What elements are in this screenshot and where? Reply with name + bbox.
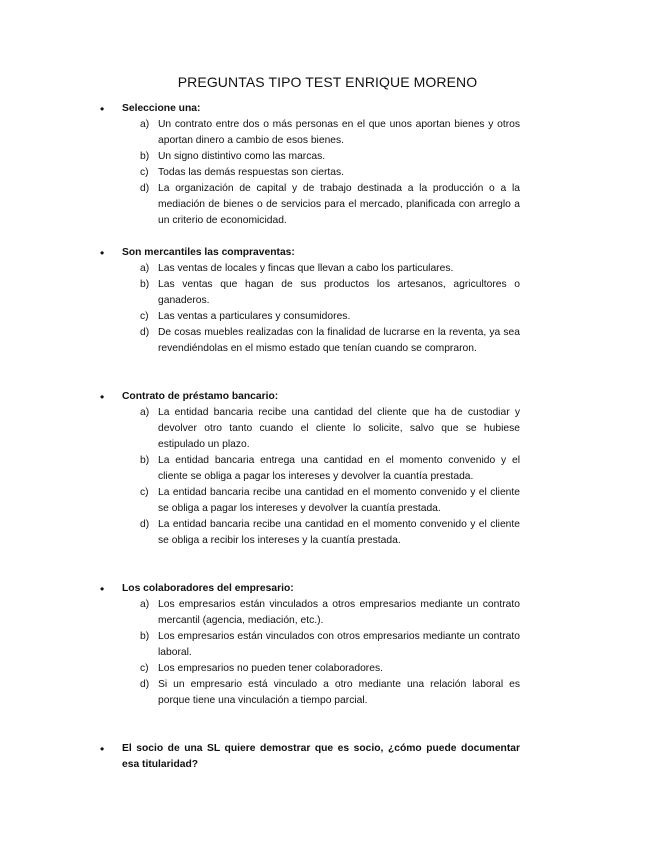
option-d — [100, 325, 520, 357]
option-letter: d) — [140, 679, 150, 690]
options-list — [100, 597, 520, 709]
question-3 — [100, 389, 520, 549]
option-text: Las ventas de locales y fincas que llevan a cabo los particulares. — [158, 263, 454, 274]
option-text: La organización de capital y de trabajo destinada a la producción o a la mediación de bienes o de servicios para el mercado, planificada con arreglo a un criterio de economicidad. — [158, 183, 520, 226]
option-text: Los empresarios están vinculados con otros empresarios mediante un contrato laboral. — [158, 631, 520, 658]
option-a — [100, 405, 520, 453]
option-letter: d) — [140, 519, 150, 530]
option-text: Los empresarios están vinculados a otros empresarios mediante un contrato mercantil (agencia, mediación, etc.). — [158, 599, 520, 626]
option-b — [100, 277, 520, 309]
option-letter: b) — [140, 631, 150, 642]
bullet-icon: • — [100, 102, 105, 116]
option-letter: a) — [140, 263, 150, 274]
option-b — [100, 149, 520, 165]
option-letter: c) — [140, 487, 149, 498]
option-text: Los empresarios no pueden tener colaboradores. — [158, 663, 383, 674]
option-text: Las ventas que hagan de sus productos los artesanos, agricultores o ganaderos. — [158, 279, 520, 306]
bullet-icon: • — [100, 246, 105, 260]
option-text: Un signo distintivo como las marcas. — [158, 151, 326, 162]
question-text: Contrato de préstamo bancario: — [122, 391, 279, 402]
option-letter: d) — [140, 327, 150, 338]
options-list — [100, 405, 520, 549]
question-5 — [100, 741, 520, 773]
option-a — [100, 597, 520, 629]
option-letter: d) — [140, 183, 150, 194]
question-4 — [100, 581, 520, 709]
option-letter: c) — [140, 311, 149, 322]
option-letter: b) — [140, 279, 150, 290]
option-c — [100, 485, 520, 517]
option-letter: a) — [140, 599, 150, 610]
options-list — [100, 117, 520, 229]
option-text: La entidad bancaria recibe una cantidad del cliente que ha de custodiar y devolver otro tanto cuando el cliente lo solicite, salvo que se hubiese estipulado un plazo. — [158, 407, 520, 450]
option-a — [100, 117, 520, 149]
question-heading — [100, 389, 520, 405]
option-c — [100, 165, 520, 181]
option-text: De cosas muebles realizadas con la finalidad de lucrarse en la reventa, ya sea revendiéndolas en el mismo estado que tenían cuando se compraron. — [158, 327, 520, 354]
option-a — [100, 261, 520, 277]
option-letter: c) — [140, 167, 149, 178]
options-list — [100, 261, 520, 357]
option-d — [100, 181, 520, 229]
page-title: PREGUNTAS TIPO TEST ENRIQUE MORENO — [177, 74, 478, 90]
question-heading — [100, 741, 520, 773]
bullet-icon: • — [100, 390, 105, 404]
question-text: Los colaboradores del empresario: — [122, 583, 294, 594]
question-text: El socio de una SL quiere demostrar que es socio, ¿cómo puede documentar esa titularidad? — [122, 743, 520, 770]
option-letter: b) — [140, 151, 150, 162]
bullet-icon: • — [100, 582, 105, 596]
question-2 — [100, 245, 520, 357]
option-text: La entidad bancaria recibe una cantidad en el momento convenido y el cliente se obliga a recibir los intereses y la cuantía prestada. — [158, 519, 520, 546]
option-d — [100, 517, 520, 549]
bullet-icon: • — [100, 742, 105, 756]
question-1 — [100, 101, 520, 229]
option-letter: c) — [140, 663, 149, 674]
option-b — [100, 453, 520, 485]
option-text: Un contrato entre dos o más personas en el que unos aportan bienes y otros aportan dinero a cambio de esos bienes. — [158, 119, 520, 146]
option-b — [100, 629, 520, 661]
option-c — [100, 309, 520, 325]
option-letter: b) — [140, 455, 150, 466]
option-text: Si un empresario está vinculado a otro mediante una relación laboral es porque tiene una vinculación a tiempo parcial. — [158, 679, 520, 706]
question-heading — [100, 581, 520, 597]
question-heading — [100, 101, 520, 117]
option-text: Las ventas a particulares y consumidores. — [158, 311, 351, 322]
option-c — [100, 661, 520, 677]
option-text: La entidad bancaria entrega una cantidad en el momento convenido y el cliente se obliga a pagar los intereses y devolver la cuantía prestada. — [158, 455, 520, 482]
option-d — [100, 677, 520, 709]
option-text: Todas las demás respuestas son ciertas. — [158, 167, 345, 178]
question-heading — [100, 245, 520, 261]
question-text: Son mercantiles las compraventas: — [122, 247, 295, 258]
question-text: Seleccione una: — [122, 103, 201, 114]
option-letter: a) — [140, 407, 150, 418]
option-letter: a) — [140, 119, 150, 130]
option-text: La entidad bancaria recibe una cantidad en el momento convenido y el cliente se obliga a pagar los intereses y devolver la cuantía prestada. — [158, 487, 520, 514]
